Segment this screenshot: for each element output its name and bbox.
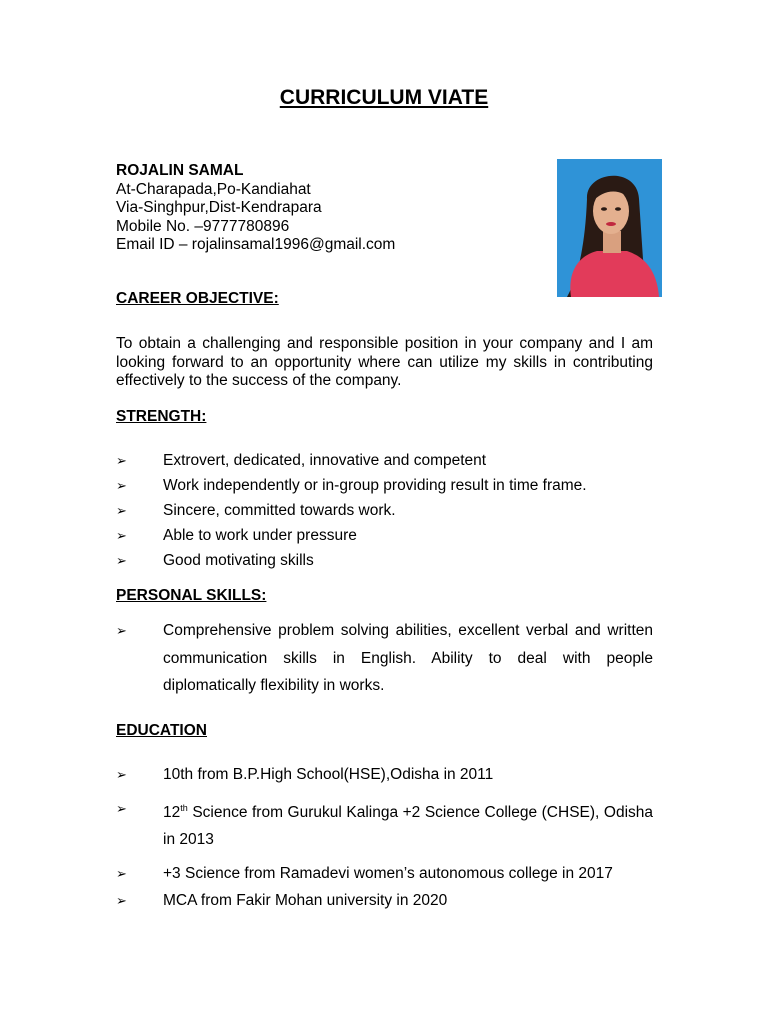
list-item: ➢ Able to work under pressure	[116, 527, 357, 544]
list-item: ➢ Work independently or in-group providing result in time frame.	[116, 477, 587, 494]
personal-skills-heading: PERSONAL SKILLS:	[116, 587, 267, 604]
document-title: CURRICULUM VIATE	[279, 86, 489, 109]
list-item: ➢ 10th from B.P.High School(HSE),Odisha in 2011	[116, 761, 653, 788]
arrow-bullet-icon: ➢	[116, 866, 127, 882]
mobile-number: Mobile No. –9777780896	[116, 217, 290, 235]
address-line-1: At-Charapada,Po-Kandiahat	[116, 180, 311, 198]
arrow-bullet-icon: ➢	[116, 893, 127, 909]
email-address: Email ID – rojalinsamal1996@gmail.com	[116, 236, 396, 253]
profile-photo	[557, 159, 662, 297]
list-item: ➢ 12th Science from Gurukul Kalinga +2 Science College (CHSE), Odisha in 2013	[116, 795, 653, 853]
strength-heading: STRENGTH:	[116, 408, 207, 425]
contact-block	[116, 162, 395, 255]
arrow-bullet-icon: ➢	[116, 453, 127, 468]
list-item: ➢ Sincere, committed towards work.	[116, 502, 396, 519]
address-line-2: Via-Singhpur,Dist-Kendrapara	[116, 199, 322, 216]
career-objective-text: To obtain a challenging and responsible position in your company and I am looking forward to an opportunity where can utilize my skills in contributing effectively to the success of the company.	[116, 335, 653, 390]
list-item: ➢ Good motivating skills	[116, 552, 314, 569]
education-heading: EDUCATION	[116, 722, 207, 739]
strength-list	[116, 452, 653, 577]
career-objective-heading: CAREER OBJECTIVE:	[116, 290, 279, 307]
arrow-bullet-icon: ➢	[116, 553, 127, 568]
arrow-bullet-icon: ➢	[116, 528, 127, 543]
arrow-bullet-icon: ➢	[116, 801, 127, 816]
education-list	[116, 761, 653, 914]
applicant-name: ROJALIN SAMAL	[116, 162, 244, 179]
arrow-bullet-icon: ➢	[116, 623, 127, 638]
list-item: ➢ Comprehensive problem solving abilities, excellent verbal and written communication skills in English. Ability to deal with people diplomatically flexibility in works.	[116, 617, 653, 700]
list-item: ➢ MCA from Fakir Mohan university in 2020	[116, 887, 653, 914]
list-item: ➢ Extrovert, dedicated, innovative and competent	[116, 452, 487, 469]
arrow-bullet-icon: ➢	[116, 503, 127, 518]
personal-skills-list	[116, 617, 653, 700]
list-item: ➢ +3 Science from Ramadevi women’s autonomous college in 2017	[116, 860, 653, 887]
arrow-bullet-icon: ➢	[116, 478, 127, 493]
arrow-bullet-icon: ➢	[116, 767, 127, 782]
